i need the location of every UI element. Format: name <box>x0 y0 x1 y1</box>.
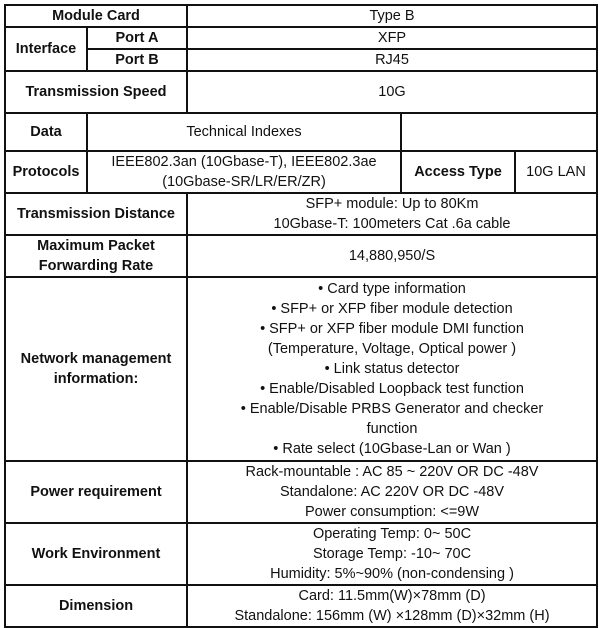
bullet-icon: • <box>271 301 277 317</box>
row-port-a <box>5 27 597 49</box>
transmission-speed-label: Transmission Speed <box>5 71 187 113</box>
work-environment-label: Work Environment <box>5 523 187 585</box>
transmission-distance-line: 10Gbase-T: 100meters Cat .6a cable <box>273 216 511 232</box>
port-a-value: XFP <box>187 27 597 49</box>
power-requirement-line: Power consumption: <=9W <box>304 504 480 520</box>
bullet-icon: • <box>260 321 266 337</box>
network-management-item: • Enable/Disabled Loopback test function <box>260 381 524 397</box>
row-port-b <box>5 49 597 71</box>
transmission-distance-label: Transmission Distance <box>5 193 187 235</box>
dimension-value <box>187 585 597 627</box>
network-management-item: • SFP+ or XFP fiber module DMI function <box>260 321 524 337</box>
work-environment-line: Humidity: 5%~90% (non-condensing ) <box>270 566 514 582</box>
row-protocols <box>5 151 597 193</box>
bullet-icon: • <box>324 361 330 377</box>
dimension-label: Dimension <box>5 585 187 627</box>
bullet-icon: • <box>260 381 266 397</box>
network-management-item: • Link status detector <box>324 361 460 377</box>
max-packet-label-line-2: Forwarding Rate <box>38 258 154 274</box>
work-environment-line: Operating Temp: 0~ 50C <box>312 526 472 542</box>
network-management-item-continuation: function <box>366 421 418 437</box>
row-work-environment <box>5 523 597 585</box>
network-management-label-line-1: Network management <box>20 351 172 367</box>
protocols-value <box>87 151 401 193</box>
network-management-item: • Enable/Disable PRBS Generator and checker <box>240 401 544 417</box>
access-type-label: Access Type <box>401 151 515 193</box>
network-management-label <box>5 277 187 461</box>
row-data <box>5 113 597 151</box>
max-packet-value: 14,880,950/S <box>187 235 597 277</box>
dimension-line: Card: 11.5mm(W)×78mm (D) <box>298 588 486 604</box>
row-module-card <box>5 5 597 27</box>
power-requirement-line: Standalone: AC 220V OR DC -48V <box>279 484 505 500</box>
network-management-item: • SFP+ or XFP fiber module detection <box>271 301 513 317</box>
network-management-item-continuation: (Temperature, Voltage, Optical power ) <box>267 341 517 357</box>
data-value: Technical Indexes <box>87 113 401 151</box>
transmission-distance-value <box>187 193 597 235</box>
network-management-list <box>187 277 597 461</box>
row-transmission-speed <box>5 71 597 113</box>
data-label: Data <box>5 113 87 151</box>
specification-table <box>4 4 598 628</box>
protocols-value-line-1: IEEE802.3an (10Gbase-T), IEEE802.3ae <box>111 154 377 170</box>
network-management-label-line-2: information: <box>53 371 139 387</box>
row-network-management <box>5 277 597 461</box>
bullet-icon: • <box>273 441 279 457</box>
port-b-label: Port B <box>87 49 187 71</box>
port-a-label: Port A <box>87 27 187 49</box>
max-packet-label-line-1: Maximum Packet <box>37 238 155 254</box>
power-requirement-value <box>187 461 597 523</box>
protocols-value-line-2: (10Gbase-SR/LR/ER/ZR) <box>162 174 326 190</box>
protocols-label: Protocols <box>5 151 87 193</box>
transmission-distance-line: SFP+ module: Up to 80Km <box>305 196 479 212</box>
port-b-value: RJ45 <box>187 49 597 71</box>
row-dimension <box>5 585 597 627</box>
max-packet-label <box>5 235 187 277</box>
work-environment-value <box>187 523 597 585</box>
transmission-speed-value: 10G <box>187 71 597 113</box>
interface-label: Interface <box>5 27 87 71</box>
power-requirement-line: Rack-mountable : AC 85 ~ 220V OR DC -48V <box>245 464 539 480</box>
dimension-line: Standalone: 156mm (W) ×128mm (D)×32mm (H) <box>234 608 550 624</box>
work-environment-line: Storage Temp: -10~ 70C <box>312 546 472 562</box>
module-card-value: Type B <box>187 5 597 27</box>
access-type-value: 10G LAN <box>515 151 597 193</box>
power-requirement-label: Power requirement <box>5 461 187 523</box>
network-management-item: • Rate select (10Gbase-Lan or Wan ) <box>273 441 511 457</box>
data-empty-cell <box>401 113 597 151</box>
bullet-icon: • <box>318 281 324 297</box>
row-transmission-distance <box>5 193 597 235</box>
module-card-label: Module Card <box>5 5 187 27</box>
bullet-icon: • <box>240 401 246 417</box>
row-power-requirement <box>5 461 597 523</box>
row-max-packet-forwarding <box>5 235 597 277</box>
network-management-item: • Card type information <box>318 281 466 297</box>
